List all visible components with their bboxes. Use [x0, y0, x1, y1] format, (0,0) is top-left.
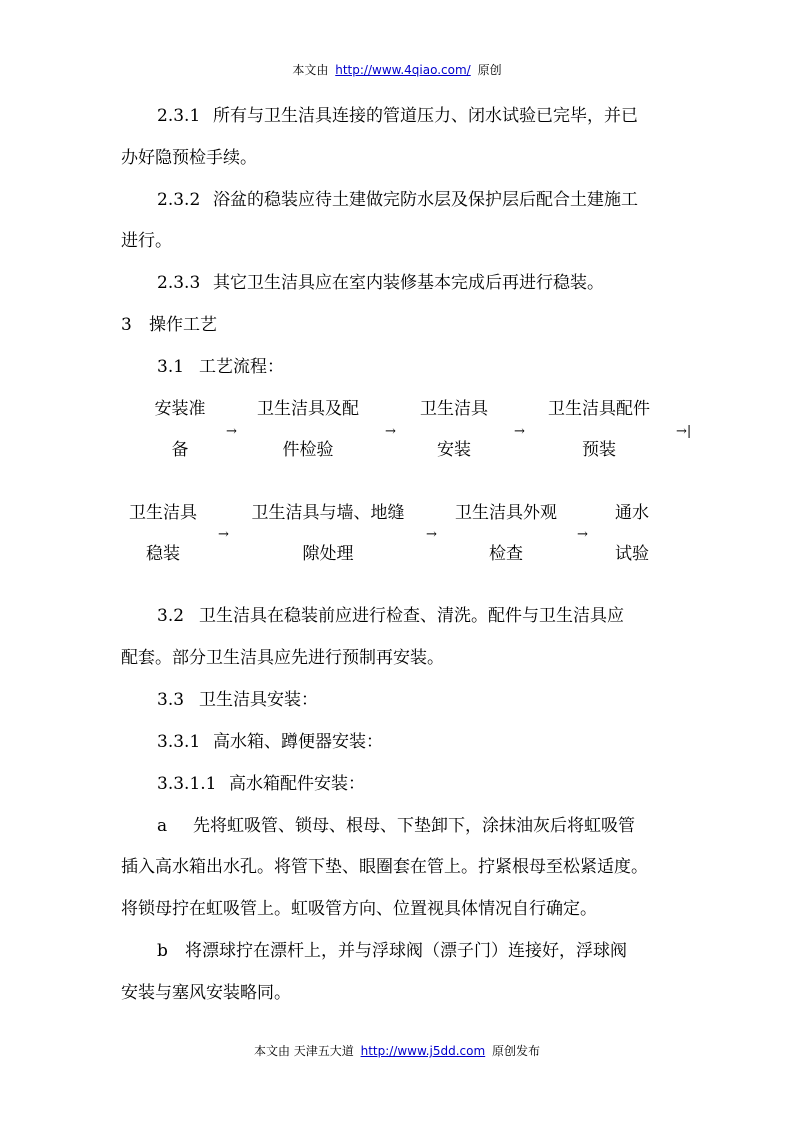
page-header [0, 61, 794, 78]
section-3-3-1-1-heading [157, 774, 365, 794]
para-2-3-2-line2: 进行。 [121, 231, 172, 251]
flow-step-line2: 件检验 [282, 440, 334, 460]
para-2-3-2-line1 [157, 190, 638, 210]
flow-step-line2: 备 [171, 440, 189, 460]
section-title: 操作工艺 [149, 315, 217, 335]
flow-step-gap-treatment [240, 503, 416, 564]
flow-step-prepare [138, 399, 222, 460]
para-text: 先将虹吸管、锁母、根母、下垫卸下，涂抹油灰后将虹吸管 [193, 816, 635, 836]
para-text: 所有与卫生洁具连接的管道压力、闭水试验已完毕，并已 [213, 106, 638, 126]
flow-step-line2: 预装 [582, 440, 616, 460]
section-number: 3.2 [157, 606, 185, 626]
para-number: 2.3.3 [157, 273, 201, 293]
item-label: a [157, 816, 168, 836]
flow-step-install [410, 399, 498, 460]
flow-arrow: → [385, 424, 396, 439]
flow-step-line1: 卫生洁具外观 [455, 503, 557, 523]
flow-step-appearance-check [446, 503, 566, 564]
flow-step-line2: 隙处理 [302, 544, 354, 564]
flow-arrow: → [218, 527, 229, 542]
item-a-line1 [157, 816, 635, 836]
para-text: 浴盆的稳装应待土建做完防水层及保护层后配合土建施工 [213, 190, 638, 210]
flow-arrow: → [226, 424, 237, 439]
flow-step-line1: 卫生洁具配件 [548, 399, 650, 419]
footer-prefix: 本文由 天津五大道 [253, 1044, 354, 1058]
flow-step-inspect [246, 399, 370, 460]
section-3-1-heading [157, 357, 284, 377]
header-link[interactable]: http://www.4qiao.com/ [335, 63, 471, 77]
para-text: 将漂球拧在漂杆上，并与浮球阀（漂子门）连接好，浮球阀 [185, 941, 627, 961]
flow-step-water-test [600, 503, 664, 564]
section-number: 3.1 [157, 357, 185, 377]
para-2-3-1-line2: 办好隐预检手续。 [121, 148, 257, 168]
flow-arrow: → [426, 527, 437, 542]
item-a-line3: 将锁母拧在虹吸管上。虹吸管方向、位置视具体情况自行确定。 [121, 899, 597, 919]
flow-arrow: → [514, 424, 525, 439]
header-suffix: 原创 [477, 63, 502, 77]
flow-step-fix [120, 503, 206, 564]
flow-step-line1: 卫生洁具 [420, 399, 488, 419]
section-3-3-heading [157, 690, 318, 710]
flow-step-line1: 卫生洁具及配 [257, 399, 359, 419]
para-number: 2.3.1 [157, 106, 201, 126]
section-3-2-line1 [157, 606, 624, 626]
item-b-line1 [157, 941, 627, 961]
flow-step-preassemble [536, 399, 662, 460]
flow-step-line1: 卫生洁具与墙、地缝 [251, 503, 405, 523]
header-prefix: 本文由 [292, 63, 329, 77]
para-2-3-1-line1 [157, 106, 638, 126]
section-3-2-line2: 配套。部分卫生洁具应先进行预制再安装。 [121, 648, 444, 668]
section-title: 高水箱配件安装： [229, 774, 365, 794]
section-number: 3 [121, 315, 132, 335]
section-title: 高水箱、蹲便器安装： [213, 732, 383, 752]
para-2-3-3 [157, 273, 604, 293]
item-a-line2: 插入高水箱出水孔。将管下垫、眼圈套在管上。拧紧根母至松紧适度。 [121, 857, 648, 877]
flow-step-line2: 试验 [615, 544, 649, 564]
section-number: 3.3.1.1 [157, 774, 217, 794]
para-text: 卫生洁具在稳装前应进行检查、清洗。配件与卫生洁具应 [199, 606, 624, 626]
item-b-line2: 安装与塞风安装略同。 [121, 983, 291, 1003]
flow-step-line1: 通水 [615, 503, 649, 523]
section-title: 工艺流程： [199, 357, 284, 377]
section-number: 3.3 [157, 690, 185, 710]
flow-step-line2: 检查 [489, 544, 523, 564]
flow-step-line2: 安装 [437, 440, 471, 460]
section-title: 卫生洁具安装： [199, 690, 318, 710]
item-label: b [157, 941, 168, 961]
para-number: 2.3.2 [157, 190, 201, 210]
page-footer [0, 1042, 794, 1059]
section-number: 3.3.1 [157, 732, 201, 752]
para-text: 其它卫生洁具应在室内装修基本完成后再进行稳装。 [213, 273, 604, 293]
section-3-3-1-heading [157, 732, 383, 752]
flow-step-line2: 稳装 [146, 544, 180, 564]
footer-link[interactable]: http://www.j5dd.com [360, 1044, 486, 1058]
flow-arrow: → [577, 527, 588, 542]
flow-step-line1: 安装准 [154, 399, 206, 419]
flow-arrow-wrap: →| [676, 424, 692, 439]
section-3-heading [121, 315, 217, 335]
flow-step-line1: 卫生洁具 [129, 503, 197, 523]
footer-suffix: 原创发布 [492, 1044, 541, 1058]
